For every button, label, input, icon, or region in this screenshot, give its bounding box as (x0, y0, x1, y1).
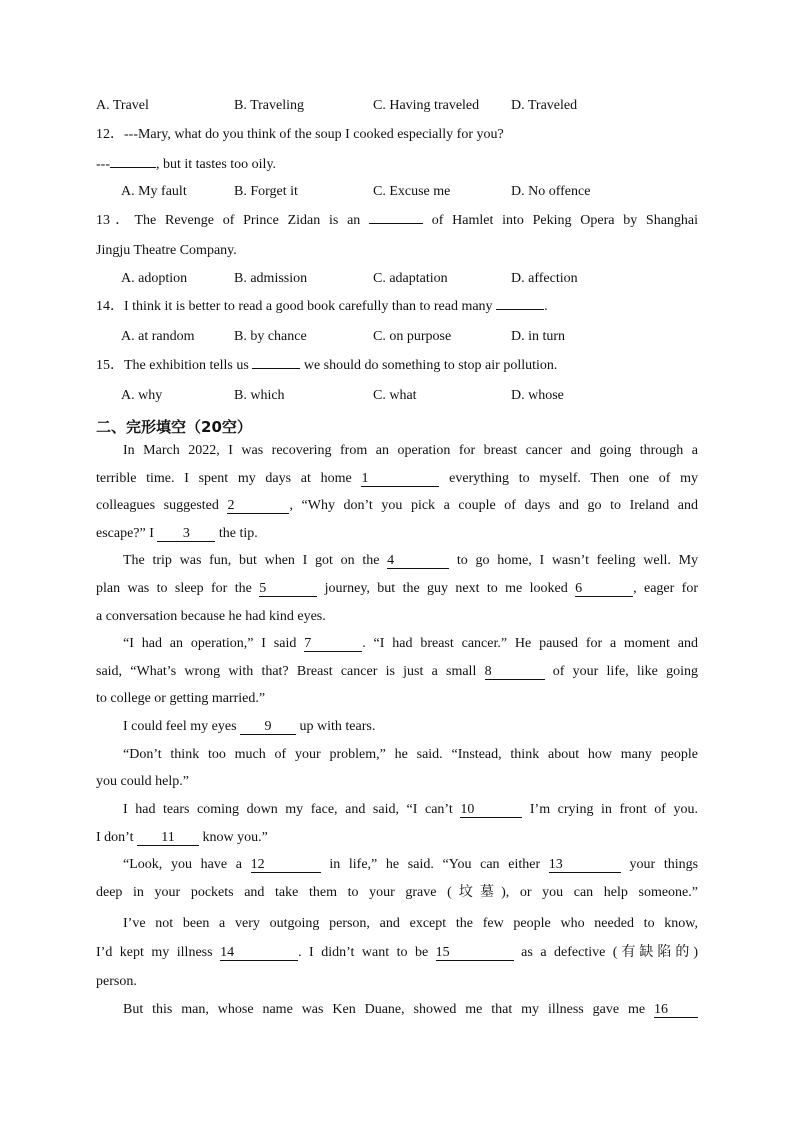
q11-option-b[interactable]: B. Traveling (234, 98, 305, 113)
q13-stem-line2: Jingju Theatre Company. (96, 243, 237, 258)
passage-text: I had tears coming down my face, and said, “I can’t (123, 802, 453, 817)
passage-line (96, 470, 698, 488)
passage-text: I don’t (96, 830, 134, 845)
passage-line: “Don’t think too much of your problem,” he said. “Instead, think about how many people (123, 747, 698, 762)
q14-option-c[interactable]: C. on purpose (373, 329, 452, 344)
q15-option-c[interactable]: C. what (373, 388, 417, 403)
blank-1[interactable]: 1 (361, 471, 439, 487)
passage-text: The trip was fun, but when I got on the (123, 553, 380, 568)
passage-text: to go home, I wasn’t feeling well. My (456, 553, 699, 568)
blank-16[interactable]: 16 (654, 1002, 698, 1018)
q13-option-c[interactable]: C. adaptation (373, 271, 448, 286)
blank-14[interactable]: 14 (220, 945, 298, 961)
q14-stem-after: . (544, 299, 548, 314)
q11-option-a[interactable]: A. Travel (96, 98, 149, 113)
q14-option-a[interactable]: A. at random (121, 329, 195, 344)
q12-reply-suffix: , but it tastes too oily. (156, 157, 277, 172)
q12-options (121, 183, 723, 201)
q12-question: ---Mary, what do you think of the soup I cooked especially for you? (124, 127, 504, 142)
passage-text: escape?” I (96, 526, 154, 541)
passage-text: , eager for (633, 581, 698, 596)
passage-line: you could help.” (96, 774, 189, 789)
passage-line (123, 635, 698, 653)
q13-stem (96, 212, 698, 230)
blank-2[interactable]: 2 (227, 498, 289, 514)
passage-line (123, 1001, 698, 1019)
q12-option-a[interactable]: A. My fault (121, 184, 187, 199)
q12-number: 12． (96, 127, 124, 142)
section-heading: 二、完形填空（20空） (96, 418, 252, 436)
blank-8[interactable]: 8 (485, 664, 545, 680)
q14-options (121, 328, 723, 346)
q13-option-b[interactable]: B. admission (234, 271, 308, 286)
passage-line: In March 2022, I was recovering from an operation for breast cancer and going through a (123, 443, 698, 458)
q12-answer-blank[interactable] (110, 167, 156, 168)
q15-stem-before: The exhibition tells us (124, 358, 249, 373)
passage-line (96, 829, 698, 847)
blank-12[interactable]: 12 (251, 857, 321, 873)
q15-option-d[interactable]: D. whose (511, 388, 564, 403)
q15-answer-blank[interactable] (252, 368, 300, 369)
q15-option-b[interactable]: B. which (234, 388, 285, 403)
q12-option-c[interactable]: C. Excuse me (373, 184, 451, 199)
q15-number: 15． (96, 358, 124, 373)
passage-text: , “Why don’t you pick a couple of days and go to Ireland and (289, 498, 699, 513)
passage-line (96, 663, 698, 681)
blank-3[interactable]: 3 (157, 526, 215, 542)
blank-13[interactable]: 13 (549, 857, 621, 873)
passage-line (123, 552, 698, 570)
passage-text: But this man, whose name was Ken Duane, showed me that my illness gave me (123, 1002, 646, 1017)
passage-text: in life,” he said. “You can either (329, 857, 541, 872)
passage-line: deep in your pockets and take them to your grave (坟墓), or you can help someone.” (96, 885, 698, 900)
passage-text: as a defective (有缺陷的) (521, 945, 699, 960)
passage-text: up with tears. (299, 719, 376, 734)
passage-text: “Look, you have a (123, 857, 242, 872)
passage-line (96, 497, 698, 515)
q14-option-b[interactable]: B. by chance (234, 329, 307, 344)
passage-text: . I didn’t want to be (298, 945, 429, 960)
q11-options (96, 97, 698, 115)
q12-option-d[interactable]: D. No offence (511, 184, 591, 199)
blank-11[interactable]: 11 (137, 830, 199, 846)
passage-line (96, 525, 698, 543)
passage-text: everything to myself. Then one of my (449, 471, 699, 486)
passage-line: a conversation because he had kind eyes. (96, 609, 326, 624)
blank-10[interactable]: 10 (460, 802, 522, 818)
passage-line: person. (96, 974, 137, 989)
blank-7[interactable]: 7 (304, 636, 362, 652)
passage-text: plan was to sleep for the (96, 581, 252, 596)
q11-option-c[interactable]: C. Having traveled (373, 98, 480, 113)
passage-text: I’d kept my illness (96, 945, 213, 960)
q13-number: 13． (96, 213, 135, 228)
q11-option-d[interactable]: D. Traveled (511, 98, 578, 113)
q13-option-d[interactable]: D. affection (511, 271, 578, 286)
q13-answer-blank[interactable] (369, 223, 423, 224)
passage-text: colleagues suggested (96, 498, 219, 513)
passage-text: said, “What’s wrong with that? Breast cancer is just a small (96, 664, 477, 679)
passage-text: terrible time. I spent my days at home (96, 471, 352, 486)
passage-line (123, 801, 698, 819)
passage-line (96, 580, 698, 598)
passage-text: . “I had breast cancer.” He paused for a moment and (362, 636, 699, 651)
passage-line: I’ve not been a very outgoing person, and except the few people who needed to know, (123, 916, 698, 931)
passage-line: to college or getting married.” (96, 691, 266, 706)
passage-text: of your life, like going (552, 664, 699, 679)
q13-stem-after: of Hamlet into Peking Opera by Shanghai (431, 213, 699, 228)
q12-stem (96, 126, 698, 144)
q13-options (121, 270, 723, 288)
blank-6[interactable]: 6 (575, 581, 633, 597)
q14-option-d[interactable]: D. in turn (511, 329, 566, 344)
blank-4[interactable]: 4 (387, 553, 449, 569)
passage-text: know you.” (202, 830, 268, 845)
passage-line (123, 856, 698, 874)
q14-stem (96, 298, 698, 316)
q12-option-b[interactable]: B. Forget it (234, 184, 298, 199)
q15-options (121, 387, 723, 405)
q15-stem-after: we should do something to stop air pollution. (303, 358, 558, 373)
q13-stem-before: The Revenge of Prince Zidan is an (134, 213, 361, 228)
passage-text: the tip. (218, 526, 258, 541)
q14-number: 14． (96, 299, 124, 314)
passage-text: I could feel my eyes (123, 719, 237, 734)
q15-option-a[interactable]: A. why (121, 388, 163, 403)
blank-9[interactable]: 9 (240, 719, 296, 735)
q13-option-a[interactable]: A. adoption (121, 271, 188, 286)
q15-stem (96, 357, 698, 375)
blank-5[interactable]: 5 (259, 581, 317, 597)
q12-reply (96, 156, 698, 174)
passage-text: I’m crying in front of you. (529, 802, 699, 817)
q14-stem-before: I think it is better to read a good book carefully than to read many (124, 299, 493, 314)
q14-answer-blank[interactable] (496, 309, 544, 310)
passage-text: journey, but the guy next to me looked (324, 581, 568, 596)
blank-15[interactable]: 15 (436, 945, 514, 961)
passage-line (123, 718, 698, 736)
q12-reply-prefix: --- (96, 157, 110, 172)
passage-text: “I had an operation,” I said (123, 636, 297, 651)
passage-line (96, 944, 698, 962)
passage-text: your things (629, 857, 699, 872)
